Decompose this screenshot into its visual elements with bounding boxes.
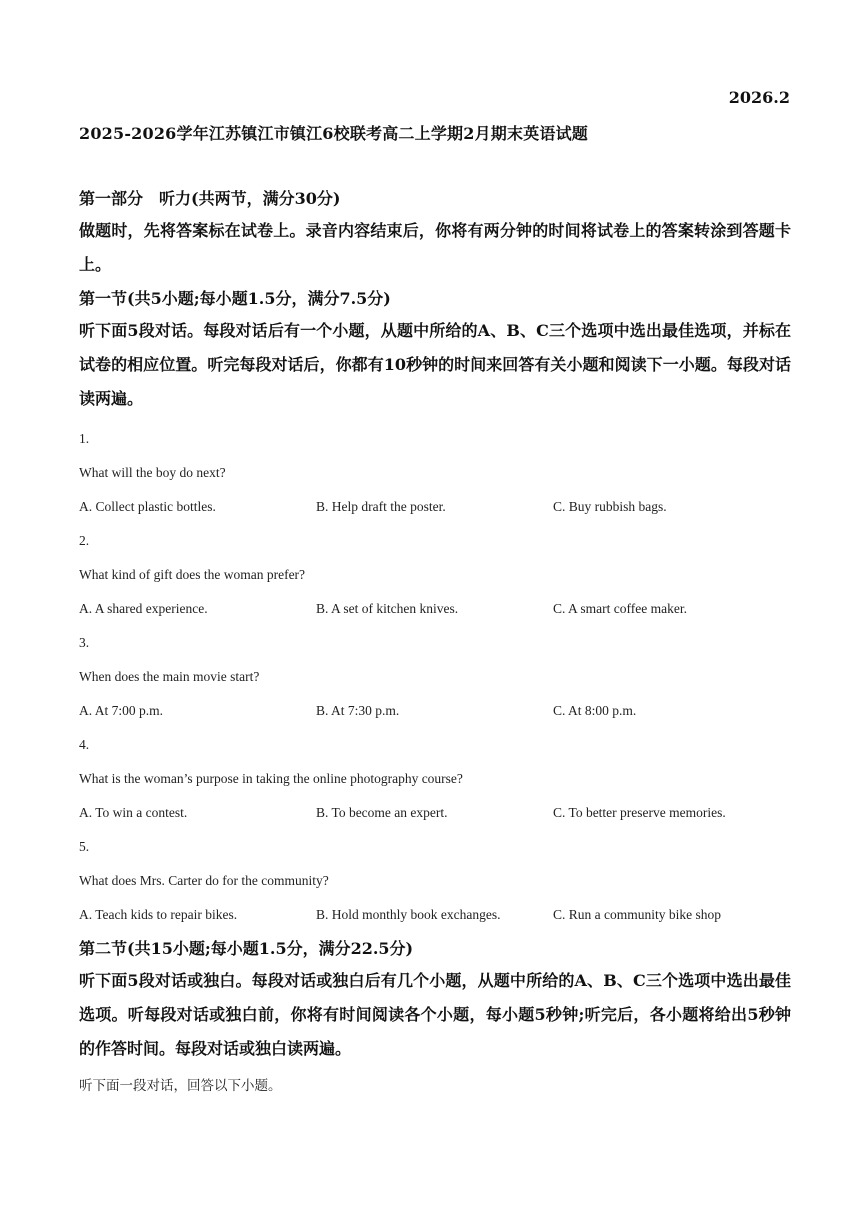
- question-item: [79, 524, 799, 626]
- section1-heading: 第一节(共5小题;每小题1.5分，满分7.5分): [79, 289, 391, 308]
- option-b: B. Hold monthly book exchanges.: [316, 907, 501, 922]
- option-a: A. At 7:00 p.m.: [79, 703, 164, 718]
- option-row: [79, 898, 799, 932]
- option-a: A. A shared experience.: [79, 601, 208, 616]
- section1-instructions: 听下面5段对话。每段对话后有一个小题，从题中所给的A、B、C三个选项中选出最佳选项，并标在试卷的相应位置。听完每段对话后，你都有10秒钟的时间来回答有关小题和阅读下一小题。每段对话读两遍。: [79, 321, 791, 408]
- option-a: A. Teach kids to repair bikes.: [79, 907, 238, 922]
- option-row: [79, 490, 799, 524]
- question-text: What will the boy do next?: [79, 465, 226, 480]
- question-number: 3.: [79, 635, 90, 650]
- question-item: [79, 830, 799, 932]
- question-text: What kind of gift does the woman prefer?: [79, 567, 306, 582]
- question-item: [79, 626, 799, 728]
- option-b: B. Help draft the poster.: [316, 499, 446, 514]
- option-row: [79, 796, 799, 830]
- section2: [79, 934, 791, 1066]
- section2-heading: 第二节(共15小题;每小题1.5分，满分22.5分): [79, 939, 414, 958]
- question-text: When does the main movie start?: [79, 669, 260, 684]
- part1-section: [79, 184, 791, 416]
- question-number: 2.: [79, 533, 90, 548]
- option-a: A. Collect plastic bottles.: [79, 499, 216, 514]
- question-list: [79, 422, 799, 932]
- option-a: A. To win a contest.: [79, 805, 188, 820]
- section2-instructions: 听下面5段对话或独白。每段对话或独白后有几个小题，从题中所给的A、B、C三个选项中选出最佳选项。听每段对话或独白前，你将有时间阅读各个小题，每小题5秒钟;听完后，各小题将给出5秒钟的作答时间。每段对话或独白读两遍。: [79, 971, 791, 1058]
- exam-title: 2025-2026学年江苏镇江市镇江6校联考高二上学期2月期末英语试题: [79, 124, 588, 143]
- option-b: B. At 7:30 p.m.: [316, 703, 400, 718]
- option-c: C. At 8:00 p.m.: [553, 703, 637, 718]
- option-b: B. To become an expert.: [316, 805, 448, 820]
- listening-note: 听下面一段对话，回答以下小题。: [79, 1078, 282, 1094]
- option-row: [79, 694, 799, 728]
- question-number: 4.: [79, 737, 90, 752]
- option-row: [79, 592, 799, 626]
- option-b: B. A set of kitchen knives.: [316, 601, 459, 616]
- question-number: 1.: [79, 431, 90, 446]
- question-item: [79, 422, 799, 524]
- exam-date: 2026.2: [728, 88, 790, 107]
- part1-heading: 第一部分 听力(共两节，满分30分): [79, 189, 341, 208]
- option-c: C. Run a community bike shop: [553, 907, 721, 922]
- question-number: 5.: [79, 839, 90, 854]
- part1-instructions: 做题时，先将答案标在试卷上。录音内容结束后，你将有两分钟的时间将试卷上的答案转涂到答题卡上。: [79, 221, 791, 274]
- option-c: C. A smart coffee maker.: [553, 601, 687, 616]
- question-item: [79, 728, 799, 830]
- question-text: What does Mrs. Carter do for the community?: [79, 873, 329, 888]
- option-c: C. Buy rubbish bags.: [553, 499, 667, 514]
- option-c: C. To better preserve memories.: [553, 805, 726, 820]
- question-text: What is the woman’s purpose in taking the online photography course?: [79, 771, 463, 786]
